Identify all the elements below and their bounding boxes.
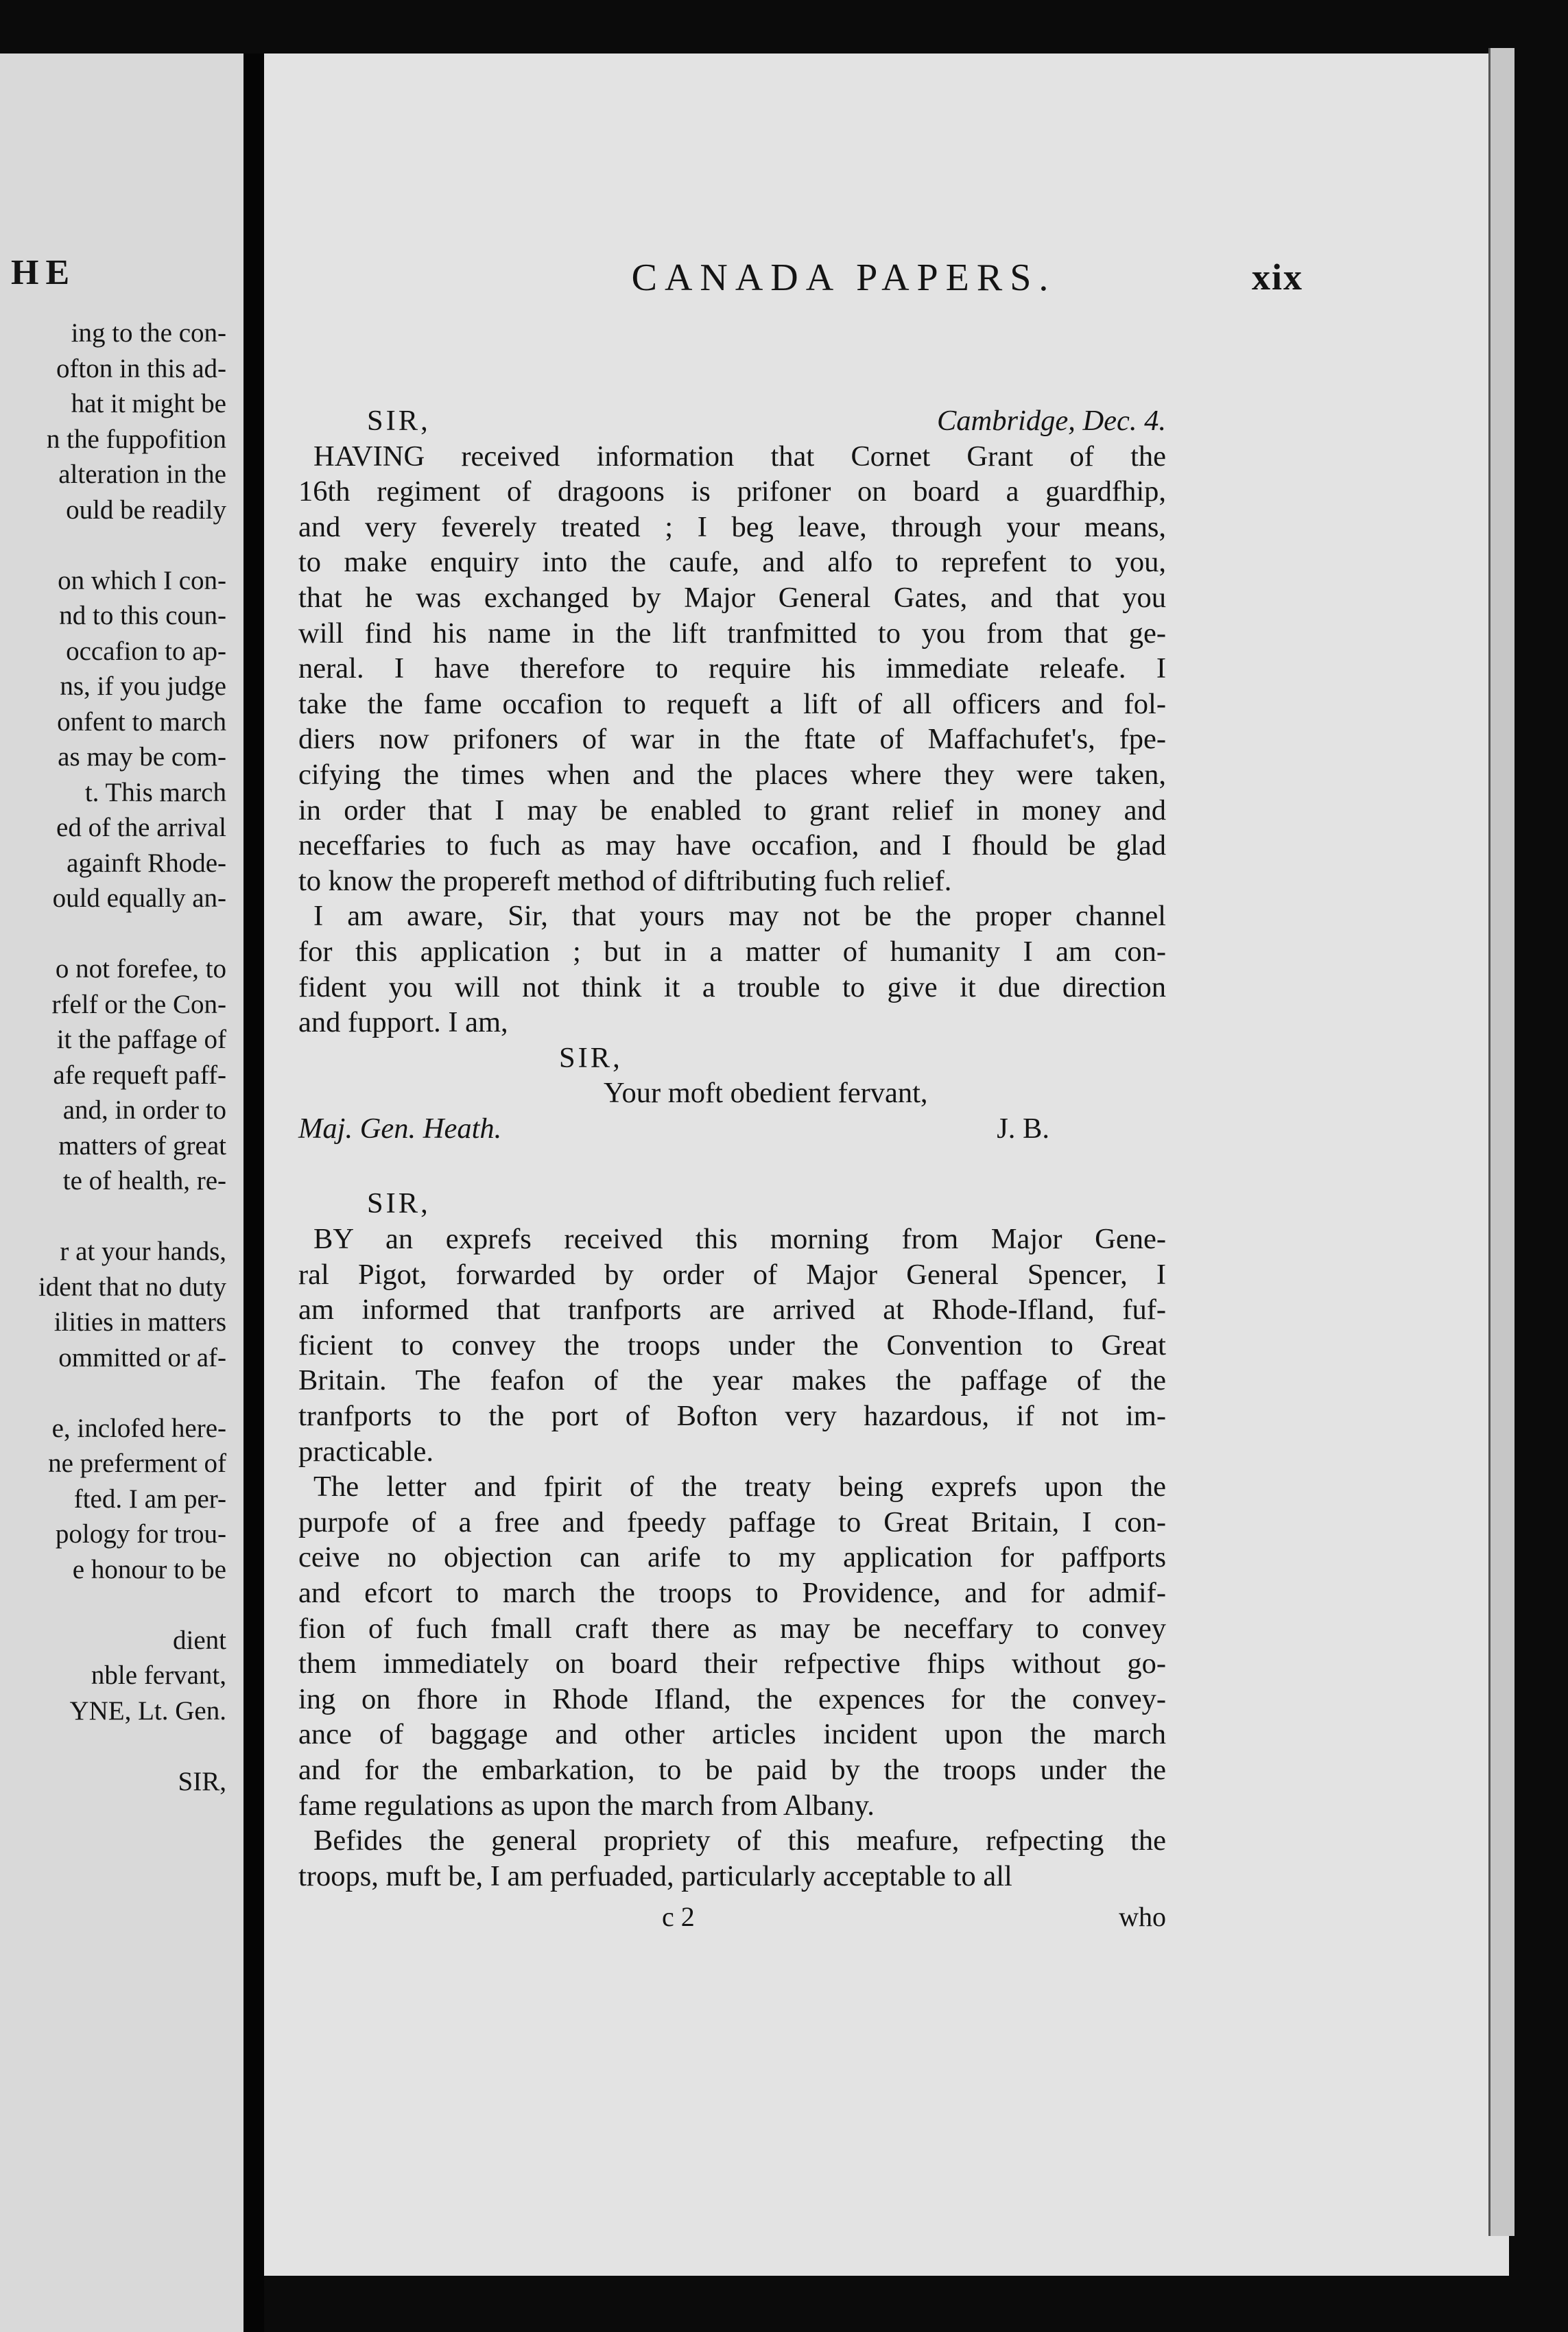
page-folio: xix bbox=[1252, 257, 1304, 298]
signature-mark: c 2 bbox=[662, 1901, 695, 1933]
left-page-line: r at your hands, bbox=[60, 1237, 226, 1266]
text-line: The letter and fpirit of the treaty being exprefs upon the bbox=[313, 1471, 1166, 1503]
text-line: I am aware, Sir, that yours may not be the proper channel bbox=[313, 900, 1166, 933]
left-page-line: ns, if you judge bbox=[60, 671, 226, 701]
left-page-line: te of health, re- bbox=[62, 1166, 226, 1195]
letter1-addressee: Maj. Gen. Heath. bbox=[298, 1112, 502, 1145]
text-line: and for the embarkation, to be paid by the troops under the bbox=[298, 1753, 1166, 1786]
text-line: take the fame occafion to requeft a lift of all officers and fol- bbox=[298, 687, 1166, 720]
text-line: that he was exchanged by Major General Gates, and that you bbox=[298, 581, 1166, 614]
text-line: purpofe of a free and fpeedy paffage to Great Britain, I con- bbox=[298, 1506, 1166, 1538]
text-line: ceive no objection can arife to my application for paffports bbox=[298, 1541, 1166, 1574]
left-page-line: YNE, Lt. Gen. bbox=[69, 1696, 226, 1726]
left-page-line: fted. I am per- bbox=[73, 1484, 226, 1514]
text-line: fident you will not think it a trouble to give it due direction bbox=[298, 971, 1166, 1003]
letter1-closing-row bbox=[298, 1075, 1166, 1111]
text-line: cifying the times when and the places where they were taken, bbox=[298, 758, 1166, 791]
left-page-line: ident that no duty bbox=[38, 1272, 226, 1302]
text-line: 16th regiment of dragoons is prifoner on board a guardfhip, bbox=[298, 475, 1166, 508]
book-gutter bbox=[243, 53, 264, 2332]
text-line: ance of baggage and other articles incident upon the march bbox=[298, 1718, 1166, 1751]
left-page-line: rfelf or the Con- bbox=[51, 989, 226, 1019]
left-page-line: againft Rhode- bbox=[67, 848, 226, 878]
text-line: neceffaries to fuch as may have occafion, and I fhould be glad bbox=[298, 829, 1166, 862]
left-page-line: matters of great bbox=[58, 1130, 226, 1161]
left-page-line: afe requeft paff- bbox=[53, 1060, 226, 1090]
letter1-closing-sir: SIR, bbox=[559, 1041, 623, 1074]
left-page-line: and, in order to bbox=[62, 1095, 226, 1125]
left-page-line: n the fuppofition bbox=[46, 424, 226, 454]
left-page-line: ed of the arrival bbox=[56, 813, 226, 842]
text-line: diers now prifoners of war in the ftate of Maffachufet's, fpe- bbox=[298, 723, 1166, 756]
text-line: for this application ; but in a matter of humanity I am con- bbox=[298, 935, 1166, 968]
letter1-signature: J. B. bbox=[997, 1112, 1049, 1145]
text-line: ficient to convey the troops under the Convention to Great bbox=[298, 1329, 1166, 1361]
text-line: BY an exprefs received this morning from Major Gene- bbox=[313, 1223, 1166, 1256]
letter2-paragraph-1 bbox=[298, 1222, 1166, 1469]
left-page-fragment bbox=[0, 53, 243, 2332]
text-line: troops, muft be, I am perfuaded, particularly acceptable to all bbox=[298, 1859, 1012, 1892]
text-line: am informed that tranfports are arrived at Rhode-Ifland, fuf- bbox=[298, 1294, 1166, 1326]
page-body bbox=[298, 403, 1166, 1933]
left-page-line: as may be com- bbox=[58, 742, 226, 772]
left-page-line: o not forefee, to bbox=[55, 954, 226, 984]
left-page-line: e honour to be bbox=[72, 1554, 226, 1584]
text-line: and very feverely treated ; I beg leave, through your means, bbox=[298, 510, 1166, 543]
left-page-line: dient bbox=[173, 1625, 226, 1655]
text-line: fion of fuch fmall craft there as may be neceffary to convey bbox=[298, 1612, 1166, 1645]
page-edge bbox=[1488, 48, 1514, 2236]
page-footer-row bbox=[298, 1894, 1166, 1933]
text-line: neral. I have therefore to require his immediate releafe. I bbox=[298, 652, 1166, 685]
left-page-line: alteration in the bbox=[58, 460, 226, 489]
letter2-heading bbox=[298, 1186, 1166, 1222]
text-line: to know the propereft method of diftributing fuch relief. bbox=[298, 864, 952, 897]
text-line: Britain. The feafon of the year makes the paffage of the bbox=[298, 1364, 1166, 1397]
text-line: tranfports to the port of Bofton very hazardous, if not im- bbox=[298, 1400, 1166, 1433]
left-page-line: ing to the con- bbox=[71, 318, 226, 348]
text-line: in order that I may be enabled to grant relief in money and bbox=[298, 794, 1166, 826]
left-page-line: occafion to ap- bbox=[66, 636, 226, 666]
left-page-line: nble fervant, bbox=[91, 1661, 226, 1690]
letter2-salutation: SIR, bbox=[367, 1187, 431, 1220]
text-line: and efcort to march the troops to Providence, and for admif- bbox=[298, 1577, 1166, 1609]
left-page-line: ne preferment of bbox=[48, 1449, 226, 1478]
left-page-line: on which I con- bbox=[58, 565, 226, 595]
running-title: CANADA PAPERS. bbox=[631, 257, 1056, 299]
letter1-place-date: Cambridge, Dec. 4. bbox=[936, 405, 1166, 437]
letter1-closing-sir-row bbox=[298, 1040, 1166, 1076]
left-page-line: it the paffage of bbox=[56, 1025, 226, 1054]
text-line: fame regulations as upon the march from Albany. bbox=[298, 1789, 875, 1822]
letter1-paragraph-2 bbox=[298, 899, 1166, 1040]
letter1-paragraph-1 bbox=[298, 439, 1166, 899]
letter2-paragraph-3 bbox=[298, 1823, 1166, 1894]
text-line: ing on fhore in Rhode Ifland, the expences for the convey- bbox=[298, 1682, 1166, 1715]
left-page-line: ilities in matters bbox=[54, 1307, 226, 1337]
left-page-line: ould equally an- bbox=[52, 883, 226, 913]
left-page-line: e, inclofed here- bbox=[51, 1413, 226, 1443]
left-page-line: nd to this coun- bbox=[59, 601, 226, 630]
letter1-salutation: SIR, bbox=[367, 405, 431, 437]
left-page-line: onfent to march bbox=[57, 706, 226, 737]
text-line: Befides the general propriety of this meafure, refpecting the bbox=[313, 1824, 1166, 1857]
letter2-paragraph-2 bbox=[298, 1469, 1166, 1823]
left-page-line: ommitted or af- bbox=[58, 1342, 226, 1372]
text-line: HAVING received information that Cornet Grant of the bbox=[313, 440, 1166, 473]
right-page bbox=[264, 53, 1509, 2276]
catchword: who bbox=[1119, 1901, 1166, 1933]
left-page-line: SIR, bbox=[178, 1766, 226, 1796]
letter1-heading bbox=[298, 403, 1166, 439]
text-line: ral Pigot, forwarded by order of Major General Spencer, I bbox=[298, 1258, 1166, 1291]
text-line: practicable. bbox=[298, 1435, 434, 1468]
left-page-line: pology for trou- bbox=[55, 1519, 226, 1549]
letter1-signature-row bbox=[298, 1111, 1166, 1147]
letter1-closing: Your moft obedient fervant, bbox=[604, 1077, 928, 1110]
left-page-line: hat it might be bbox=[71, 389, 226, 418]
text-line: and fupport. I am, bbox=[298, 1006, 508, 1039]
text-line: to make enquiry into the caufe, and alfo to reprefent to you, bbox=[298, 546, 1166, 579]
left-page-line: ofton in this ad- bbox=[56, 353, 226, 383]
left-running-head: HE bbox=[11, 253, 77, 292]
left-page-line: t. This march bbox=[84, 777, 226, 807]
text-line: will find his name in the lift tranfmitted to you from that ge- bbox=[298, 617, 1166, 650]
text-line: them immediately on board their refpective fhips without go- bbox=[298, 1647, 1166, 1680]
left-page-line: ould be readily bbox=[66, 495, 226, 525]
